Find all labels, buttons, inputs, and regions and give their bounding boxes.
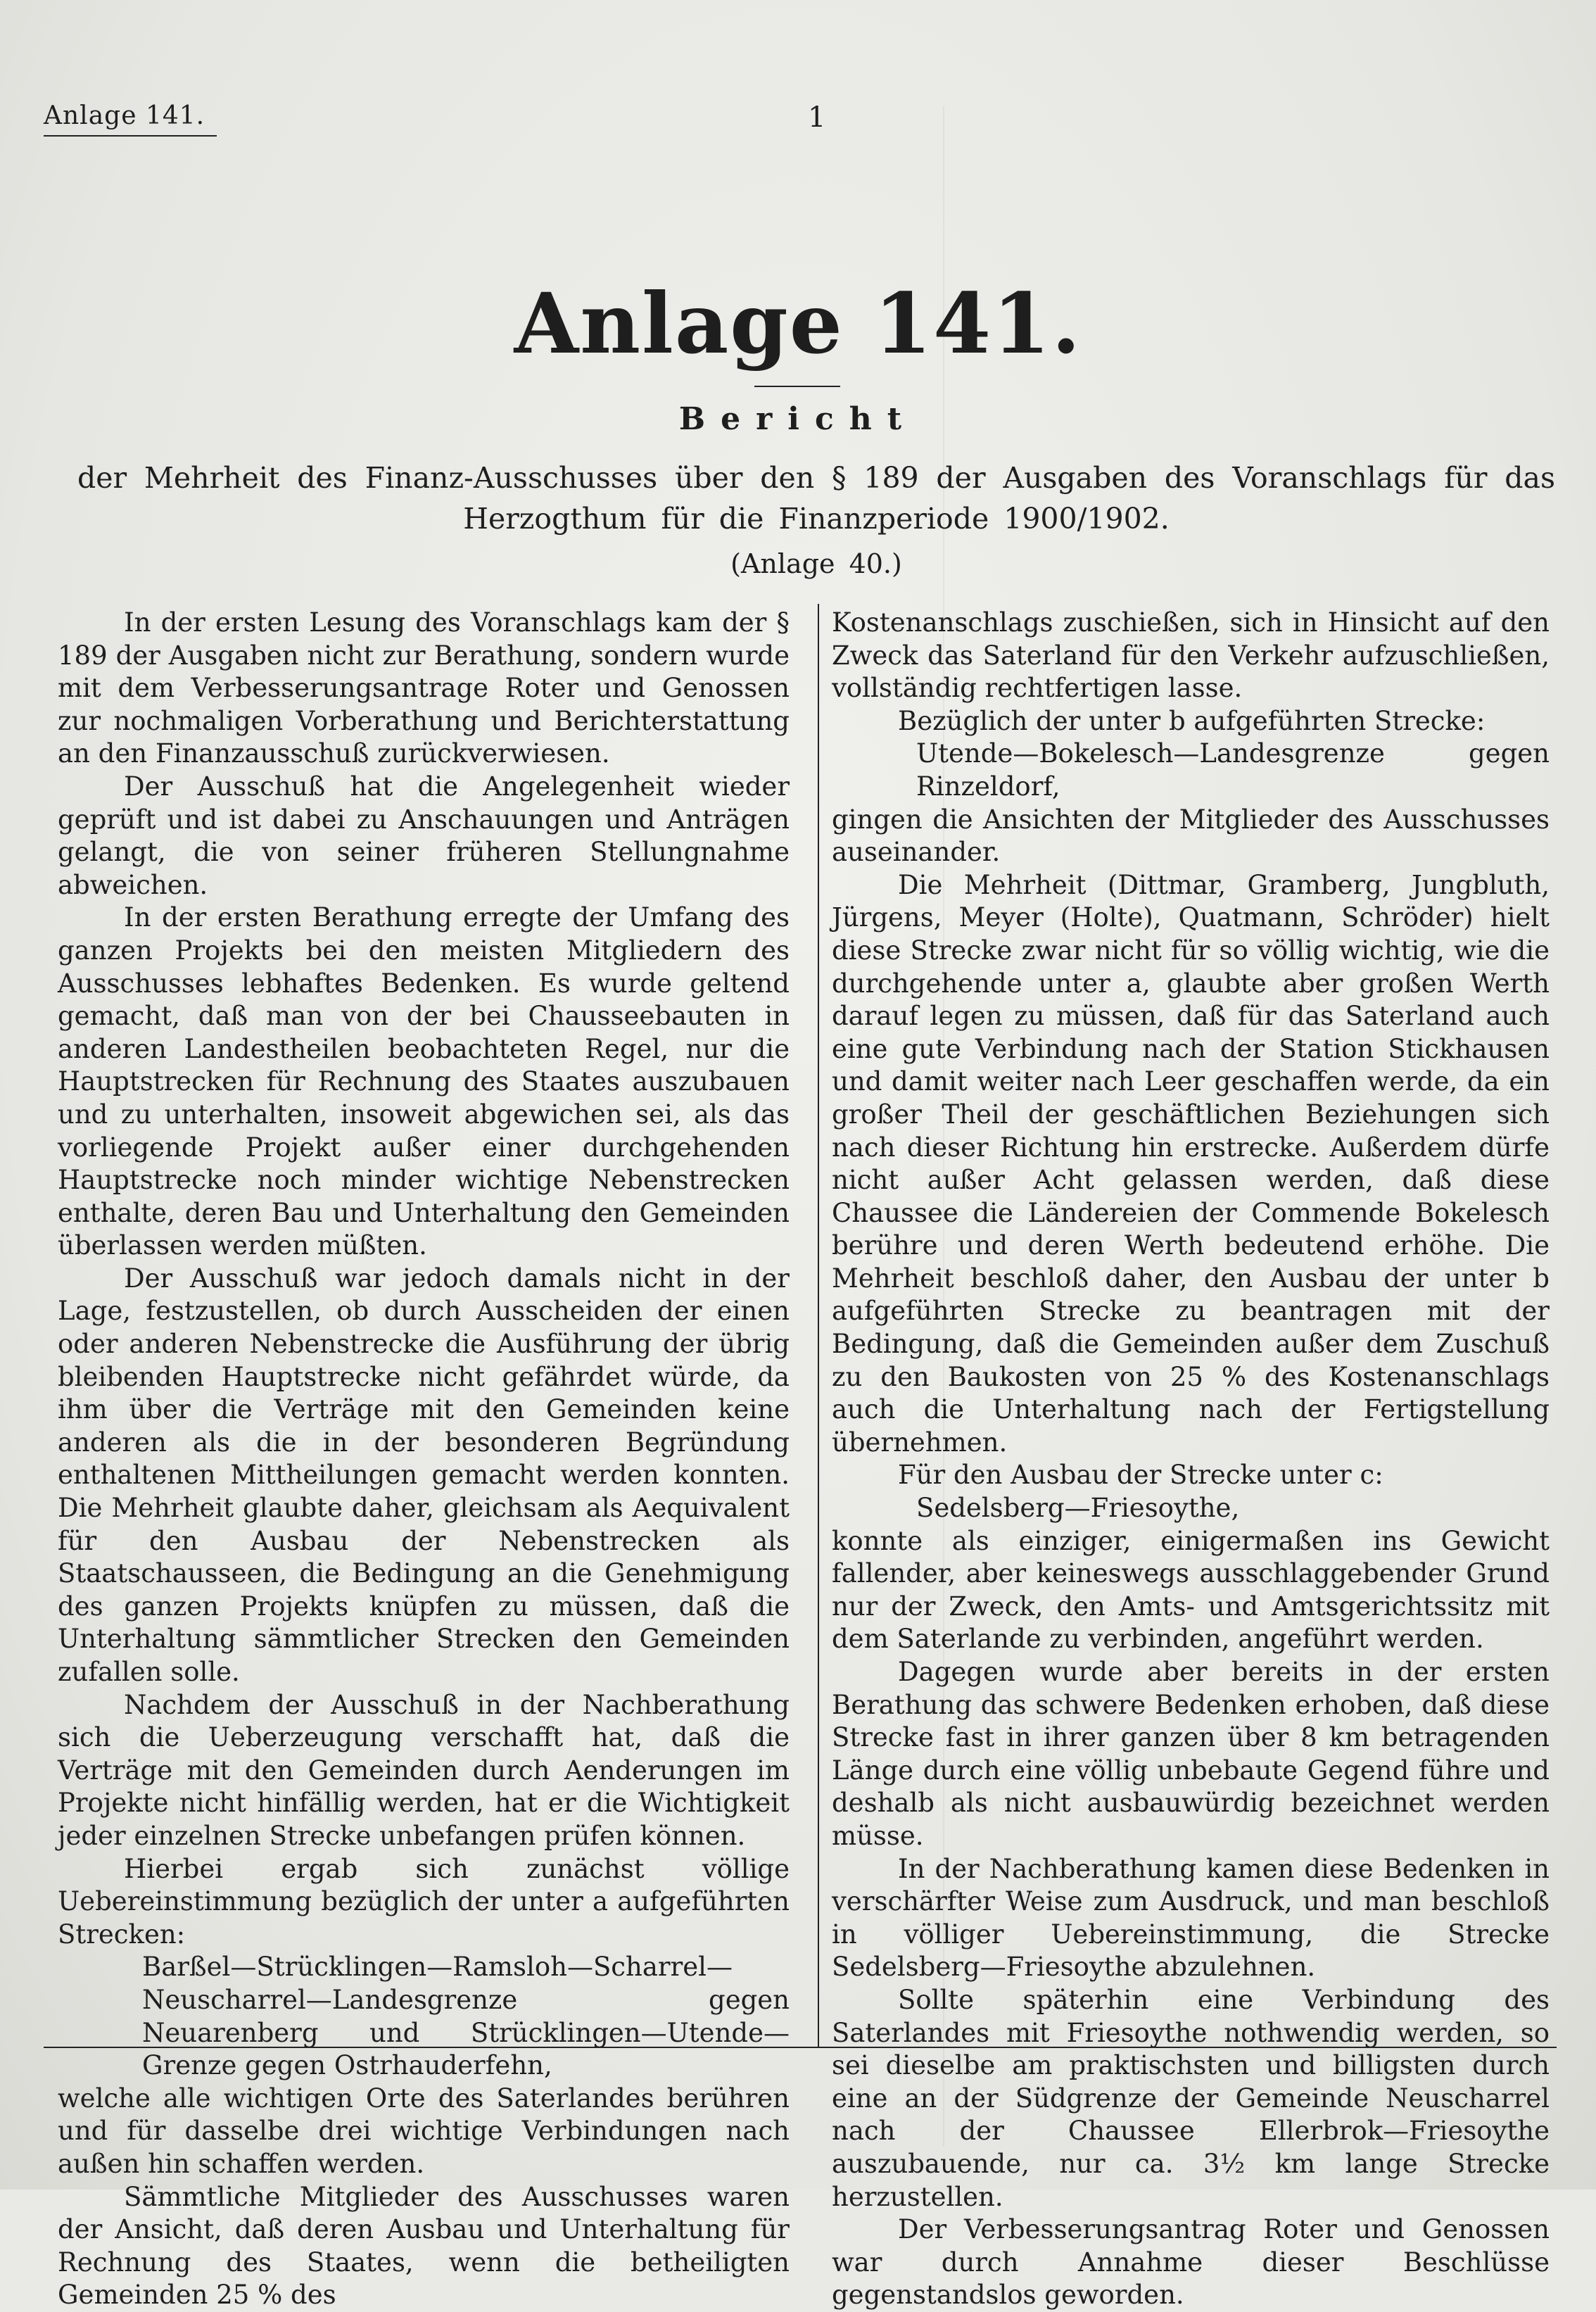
route-list: Utende—Bokelesch—Landesgrenze gegen Rinzeldorf, — [916, 738, 1550, 802]
running-header: Anlage 141. — [44, 101, 205, 130]
paragraph: Der Ausschuß war jedoch damals nicht in der Lage, festzustellen, ob durch Ausscheiden der einen oder anderen Nebenstrecke die Ausführung der übrig bleibenden Hauptstrecke nicht gefährdet würde, da ihm über die Verträge mit den Gemeinden keine anderen als die in der besonderen Begründung enthaltenen Mittheilungen gemacht werden konnten. Die Mehrheit glaubte daher, gleichsam als Aequivalent für den Ausbau der Nebenstrecken als Staatschausseen, die Bedingung an die Genehmigung des ganzen Projekts knüpfen zu müssen, daß die Unterhaltung sämmtlicher Strecken den Gemeinden zufallen solle. — [58, 1263, 790, 1687]
paragraph: Die Mehrheit (Dittmar, Gramberg, Jungbluth, Jürgens, Meyer (Holte), Quatmann, Schröder) hielt diese Strecke zwar nicht für so völlig wichtig, wie die durchgehende unter a, glaubte aber großen Werth darauf legen zu müssen, daß für das Saterland auch eine gute Verbindung nach der Station Stickhausen und damit weiter nach Leer geschaffen werde, da ein großer Theil der geschäftlichen Beziehungen sich nach dieser Richtung hin erstrecke. Außerdem dürfe nicht außer Acht gelassen werden, daß diese Chaussee die Ländereien der Commende Bokelesch berühre und deren Werth bedeutend erhöhe. Die Mehrheit beschloß daher, den Ausbau der unter b aufgeführten Strecke zu beantragen mit der Bedingung, daß die Gemeinden außer dem Zuschuß zu den Baukosten von 25 % des Kostenanschlags auch die Unterhaltung nach der Fertigstellung übernehmen. — [832, 869, 1550, 1458]
paragraph: Für den Ausbau der Strecke unter c: — [898, 1460, 1383, 1491]
paragraph: Hierbei ergab sich zunächst völlige Uebereinstimmung bezüglich der unter a aufgeführten Strecken: — [58, 1853, 790, 1950]
page-title: Anlage 141. — [514, 274, 1082, 372]
subtitle-reference: (Anlage 40.) — [730, 548, 902, 579]
paragraph: In der ersten Lesung des Voranschlags kam der § 189 der Ausgaben nicht zur Berathung, sondern wurde mit dem Verbesserungsantrage Roter und Genossen zur nochmaligen Vorberathung und Berichterstattung an den Finanzausschuß zurückverwiesen. — [58, 607, 790, 769]
page-number: 1 — [808, 101, 826, 134]
paragraph: Kostenanschlags zuschießen, sich in Hinsicht auf den Zweck das Saterland für den Verkehr aufzuschließen, vollständig rechtfertigen lasse. — [832, 607, 1550, 704]
paragraph: Dagegen wurde aber bereits in der ersten Berathung das schwere Bedenken erhoben, daß diese Strecke fast in ihrer ganzen über 8 km betragenden Länge durch eine völlig unbebaute Gegend führe und deshalb als nicht ausbauwürdig bezeichnet werden müsse. — [832, 1657, 1550, 1851]
paragraph: Bezüglich der unter b aufgeführten Strecke: — [898, 705, 1486, 736]
paragraph: In der ersten Berathung erregte der Umfang des ganzen Projekts bei den meisten Mitgliedern des Ausschusses lebhaftes Bedenken. Es wurde geltend gemacht, daß man von der bei Chausseebauten in anderen Landestheilen beobachteten Regel, nur die Hauptstrecken für Rechnung des Staates auszubauen und zu unterhalten, insoweit abgewichen sei, als das vorliegende Projekt außer einer durchgehenden Hauptstrecke noch minder wichtige Nebenstrecken enthalte, deren Bau und Unterhaltung den Gemeinden überlassen werden müßten. — [58, 902, 790, 1261]
left-column — [58, 607, 790, 2312]
paragraph: Nachdem der Ausschuß in der Nachberathung sich die Ueberzeugung verschafft hat, daß die Verträge mit den Gemeinden durch Aenderungen im Projekte nicht hinfällig werden, hat er die Wichtigkeit jeder einzelnen Strecke unbefangen prüfen können. — [58, 1689, 790, 1851]
route-list: Sedelsberg—Friesoythe, — [916, 1493, 1240, 1524]
right-column — [832, 607, 1550, 2312]
paragraph: Sämmtliche Mitglieder des Ausschusses waren der Ansicht, daß deren Ausbau und Unterhaltung für Rechnung des Staates, wenn die betheiligten Gemeinden 25 % des — [58, 2181, 790, 2311]
paragraph: welche alle wichtigen Orte des Saterlandes berühren und für dasselbe drei wichtige Verbindungen nach außen hin schaffen werden. — [58, 2083, 790, 2179]
paragraph: konnte als einziger, einigermaßen ins Gewicht fallender, aber keineswegs ausschlaggebender Grund nur der Zweck, den Amts- und Amtsgerichtssitz mit dem Saterlande zu verbinden, angeführt werden. — [832, 1525, 1550, 1655]
report-subtitle — [77, 457, 1555, 584]
paragraph: Sollte späterhin eine Verbindung des Saterlandes mit Friesoythe nothwendig werden, so sei dieselbe am praktischsten und billigsten durch eine an der Südgrenze der Gemeinde Neuscharrel nach der Chaussee Ellerbrok—Friesoythe auszubauende, nur ca. 3½ km lange Strecke herzustellen. — [832, 1984, 1550, 2212]
paragraph: gingen die Ansichten der Mitglieder des Ausschusses auseinander. — [832, 804, 1550, 868]
header-underline — [44, 135, 217, 137]
report-kind: Bericht — [678, 401, 918, 437]
paragraph: Der Ausschuß hat die Angelegenheit wieder geprüft und ist dabei zu Anschauungen und Anträgen gelangt, die von seiner früheren Stellungnahme abweichen. — [58, 771, 790, 900]
title-rule — [754, 386, 840, 387]
paragraph: Der Verbesserungsantrag Roter und Genossen war durch Annahme dieser Beschlüsse gegenstandslos geworden. — [832, 2214, 1550, 2311]
subtitle-line-2: Herzogthum für die Finanzperiode 1900/1902. — [463, 502, 1170, 536]
paragraph: In der Nachberathung kamen diese Bedenken in verschärfter Weise zum Ausdruck, und man beschloß in völliger Uebereinstimmung, die Strecke Sedelsberg—Friesoythe abzulehnen. — [832, 1853, 1550, 1983]
footer-rule — [44, 2047, 1557, 2048]
subtitle-line-1: der Mehrheit des Finanz-Ausschusses über den § 189 der Ausgaben des Voranschlags für das — [77, 461, 1555, 495]
route-list: Barßel—Strücklingen—Ramsloh—Scharrel—Neuscharrel—Landesgrenze gegen Neuarenberg und Strücklingen—Utende—Grenze gegen Ostrhauderfehn, — [142, 1952, 790, 2081]
column-divider — [818, 604, 819, 2047]
